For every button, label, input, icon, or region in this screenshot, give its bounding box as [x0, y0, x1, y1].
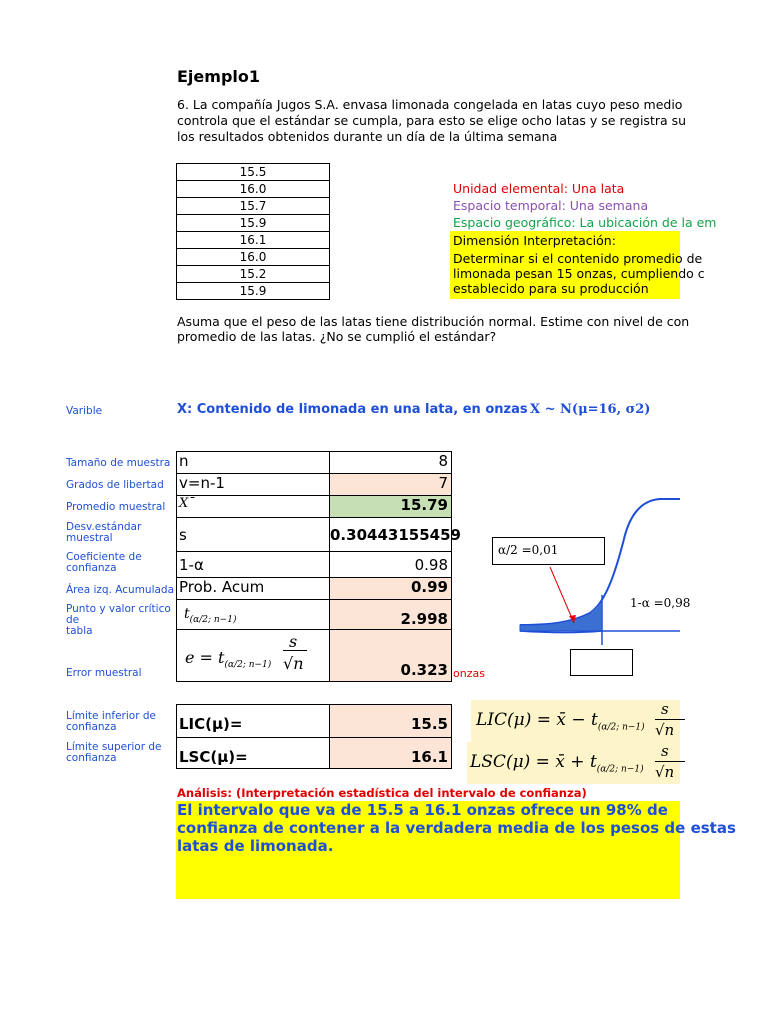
stat-name-mean[interactable]: X¯ — [176, 495, 330, 518]
analysis-line-3: latas de limonada. — [177, 837, 334, 855]
page-title: Ejemplo1 — [177, 67, 260, 86]
variable-side-label: Varible — [66, 405, 103, 417]
sample-cell[interactable]: 15.7 — [177, 198, 330, 215]
sample-cell[interactable]: 16.0 — [177, 181, 330, 198]
side-label-critical: Punto y valor crítico de tabla — [66, 603, 171, 637]
stat-name-n[interactable]: n — [176, 451, 330, 474]
stat-name-critical[interactable]: $t_{(\alpha/2; n-1)}$ — [176, 599, 330, 630]
limit-name-lic[interactable]: LIC(μ)= — [176, 704, 330, 738]
lsc-formula: LSC(μ) = x̄ + $t_{(\alpha/2; n-1)}$ s √n — [467, 742, 680, 784]
error-units: onzas — [453, 667, 485, 680]
variable-distribution: X ~ N(μ=16, σ2) — [530, 402, 651, 417]
note-determinar-2: limonada pesan 15 onzas, cumpliendo c — [453, 266, 705, 281]
analysis-line-2: confianza de contener a la verdadera media de los pesos de estas — [177, 819, 736, 837]
note-unidad: Unidad elemental: Una lata — [453, 181, 625, 196]
stat-name-error[interactable]: $e = t_{(\alpha/2; n-1)}$ s √n — [176, 629, 330, 682]
analysis-heading: Análisis: (Interpretación estadística del intervalo de confianza) — [177, 786, 587, 800]
side-label-error: Error muestral — [66, 667, 142, 679]
limit-value-lsc[interactable]: 16.1 — [329, 737, 452, 769]
side-label-df: Grados de libertad — [66, 479, 164, 491]
side-label-mean: Promedio muestral — [66, 501, 166, 513]
stat-name-sd[interactable]: s — [176, 517, 330, 552]
sample-table — [176, 163, 330, 300]
analysis-line-1: El intervalo que va de 15.5 a 16.1 onzas ofrece un 98% de — [177, 801, 668, 819]
stat-value-prob[interactable]: 0.99 — [329, 577, 452, 600]
stat-value-sd[interactable]: 0.30443155459 — [329, 517, 452, 552]
side-label-lsc: Límite superior de confianza — [66, 741, 162, 764]
stat-value-conf[interactable]: 0.98 — [329, 551, 452, 578]
stat-value-error[interactable]: 0.323 — [329, 629, 452, 682]
alpha-half-label: α/2 =0,01 — [498, 543, 559, 557]
problem-line-2: controla que el estándar se cumpla, para esto se elige ocho latas y se registra su — [177, 113, 687, 128]
sample-cell[interactable]: 15.2 — [177, 266, 330, 283]
sample-cell[interactable]: 16.0 — [177, 249, 330, 266]
sample-cell[interactable]: 15.9 — [177, 283, 330, 300]
stat-name-prob[interactable]: Prob. Acum — [176, 577, 330, 600]
stat-name-df[interactable]: v=n-1 — [176, 473, 330, 496]
limit-value-lic[interactable]: 15.5 — [329, 704, 452, 738]
stat-value-df[interactable]: 7 — [329, 473, 452, 496]
note-determinar-1: Determinar si el contenido promedio de — [453, 251, 703, 266]
note-dimension: Dimensión Interpretación: — [453, 233, 616, 248]
assume-line-1: Asuma que el peso de las latas tiene distribución normal. Estime con nivel de con — [177, 314, 690, 329]
assume-line-2: promedio de las latas. ¿No se cumplió el estándar? — [177, 329, 497, 344]
problem-line-3: los resultados obtenidos durante un día de la última semana — [177, 129, 558, 144]
limit-name-lsc[interactable]: LSC(μ)= — [176, 737, 330, 769]
side-label-area: Área izq. Acumulada — [66, 584, 175, 596]
side-label-n: Tamaño de muestra — [66, 457, 171, 469]
confidence-label: 1-α =0,98 — [630, 596, 691, 610]
side-label-conf: Coeficiente de confianza — [66, 551, 142, 574]
sample-cell[interactable]: 16.1 — [177, 232, 330, 249]
note-determinar-3: establecido para su producción — [453, 281, 649, 296]
stat-value-critical[interactable]: 2.998 — [329, 599, 452, 630]
problem-line-1: 6. La compañía Jugos S.A. envasa limonada congelada en latas cuyo peso medio — [177, 97, 683, 112]
note-espacio-geografico: Espacio geográfico: La ubicación de la em — [453, 215, 717, 230]
side-label-lic: Límite inferior de confianza — [66, 710, 156, 733]
stat-value-n[interactable]: 8 — [329, 451, 452, 474]
stat-value-mean[interactable]: 15.79 — [329, 495, 452, 518]
variable-definition: X: Contenido de limonada en una lata, en onzas — [177, 402, 528, 417]
sample-cell[interactable]: 15.9 — [177, 215, 330, 232]
empty-box — [570, 649, 633, 676]
sample-cell[interactable]: 15.5 — [177, 164, 330, 181]
side-label-sd: Desv.estándar muestral — [66, 521, 142, 544]
stat-name-conf[interactable]: 1-α — [176, 551, 330, 578]
note-espacio-temporal: Espacio temporal: Una semana — [453, 198, 649, 213]
lic-formula: LIC(μ) = x̄ − $t_{(\alpha/2; n-1)}$ s √n — [471, 700, 680, 742]
